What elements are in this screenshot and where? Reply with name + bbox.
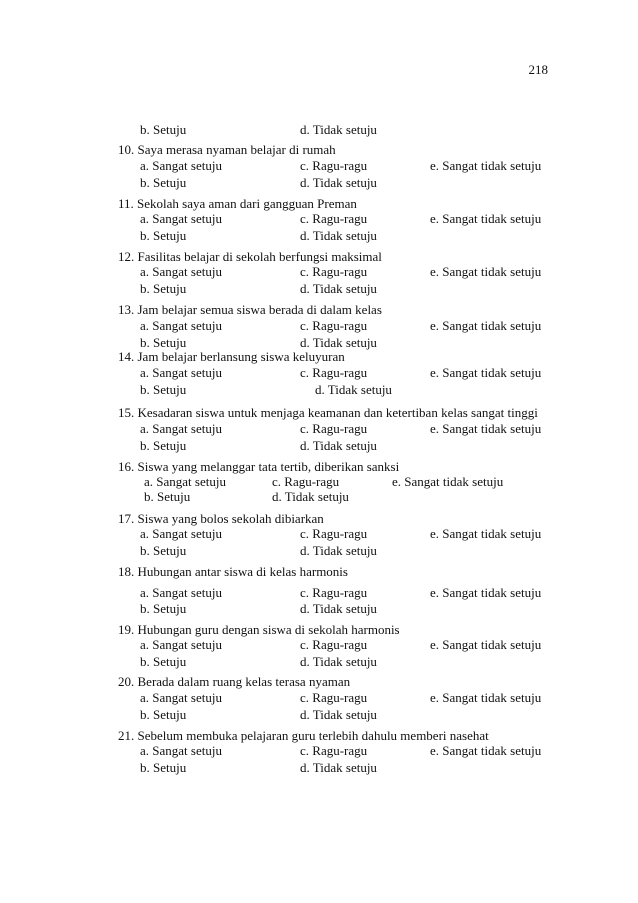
option-c: c. Ragu-ragu [300,158,368,173]
option-e: e. Sangat tidak setuju [430,318,542,333]
option-b: b. Setuju [140,438,187,453]
intro-option-d: d. Tidak setuju [300,122,377,137]
option-a: a. Sangat setuju [140,743,222,758]
option-a: a. Sangat setuju [140,211,222,226]
option-a: a. Sangat setuju [140,365,222,380]
intro-option-b: b. Setuju [140,122,187,137]
option-d: d. Tidak setuju [300,281,377,296]
question-text: 15. Kesadaran siswa untuk menjaga keamanan dan ketertiban kelas sangat tinggi [118,405,538,420]
option-e: e. Sangat tidak setuju [430,211,542,226]
option-c: c. Ragu-ragu [300,743,368,758]
option-d: d. Tidak setuju [300,654,377,669]
option-b: b. Setuju [140,760,187,775]
option-a: a. Sangat setuju [140,318,222,333]
option-a: a. Sangat setuju [140,421,222,436]
option-a: a. Sangat setuju [140,264,222,279]
option-d: d. Tidak setuju [300,601,377,616]
option-c: c. Ragu-ragu [300,526,368,541]
question-text: 14. Jam belajar berlansung siswa keluyuran [118,349,345,364]
option-d: d. Tidak setuju [315,382,392,397]
question-text: 20. Berada dalam ruang kelas terasa nyaman [118,674,351,689]
option-a: a. Sangat setuju [140,526,222,541]
option-e: e. Sangat tidak setuju [430,690,542,705]
option-c: c. Ragu-ragu [272,474,340,489]
option-e: e. Sangat tidak setuju [430,637,542,652]
page-number: 218 [528,62,548,77]
option-b: b. Setuju [144,489,191,504]
question-text: 11. Sekolah saya aman dari gangguan Preman [118,196,357,211]
question-text: 10. Saya merasa nyaman belajar di rumah [118,142,336,157]
option-d: d. Tidak setuju [300,175,377,190]
option-c: c. Ragu-ragu [300,365,368,380]
option-c: c. Ragu-ragu [300,585,368,600]
question-text: 17. Siswa yang bolos sekolah dibiarkan [118,511,324,526]
question-text: 16. Siswa yang melanggar tata tertib, diberikan sanksi [118,459,400,474]
option-a: a. Sangat setuju [140,690,222,705]
option-a: a. Sangat setuju [140,637,222,652]
option-e: e. Sangat tidak setuju [392,474,504,489]
question-text: 13. Jam belajar semua siswa berada di dalam kelas [118,302,382,317]
option-b: b. Setuju [140,175,187,190]
option-c: c. Ragu-ragu [300,318,368,333]
option-c: c. Ragu-ragu [300,264,368,279]
question-text: 21. Sebelum membuka pelajaran guru terlebih dahulu memberi nasehat [118,728,489,743]
option-b: b. Setuju [140,654,187,669]
option-e: e. Sangat tidak setuju [430,158,542,173]
option-b: b. Setuju [140,543,187,558]
option-e: e. Sangat tidak setuju [430,264,542,279]
option-b: b. Setuju [140,335,187,350]
option-e: e. Sangat tidak setuju [430,585,542,600]
option-c: c. Ragu-ragu [300,690,368,705]
option-c: c. Ragu-ragu [300,211,368,226]
option-c: c. Ragu-ragu [300,637,368,652]
option-d: d. Tidak setuju [300,335,377,350]
option-b: b. Setuju [140,281,187,296]
option-a: a. Sangat setuju [140,585,222,600]
option-b: b. Setuju [140,382,187,397]
option-a: a. Sangat setuju [144,474,226,489]
option-d: d. Tidak setuju [300,707,377,722]
option-e: e. Sangat tidak setuju [430,365,542,380]
option-b: b. Setuju [140,601,187,616]
option-a: a. Sangat setuju [140,158,222,173]
option-d: d. Tidak setuju [272,489,349,504]
option-c: c. Ragu-ragu [300,421,368,436]
option-e: e. Sangat tidak setuju [430,743,542,758]
option-d: d. Tidak setuju [300,228,377,243]
option-d: d. Tidak setuju [300,760,377,775]
option-b: b. Setuju [140,228,187,243]
option-d: d. Tidak setuju [300,543,377,558]
option-e: e. Sangat tidak setuju [430,421,542,436]
option-d: d. Tidak setuju [300,438,377,453]
question-text: 18. Hubungan antar siswa di kelas harmonis [118,564,348,579]
question-text: 19. Hubungan guru dengan siswa di sekolah harmonis [118,622,400,637]
option-b: b. Setuju [140,707,187,722]
option-e: e. Sangat tidak setuju [430,526,542,541]
question-text: 12. Fasilitas belajar di sekolah berfungsi maksimal [118,249,382,264]
